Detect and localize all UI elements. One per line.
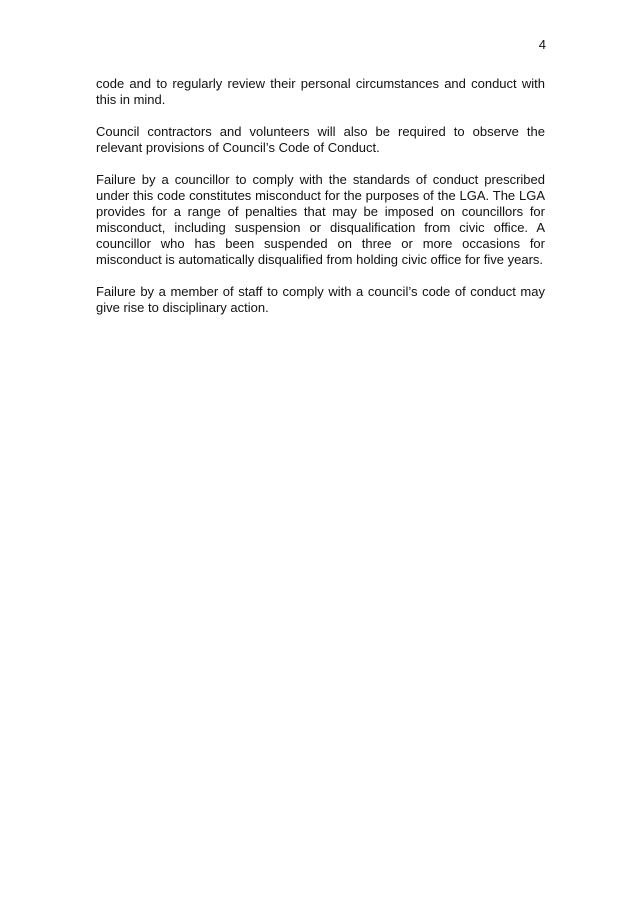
page-number: 4 xyxy=(538,37,546,52)
paragraph: code and to regularly review their personal circumstances and conduct with this in mind. xyxy=(96,76,545,107)
paragraph: Failure by a member of staff to comply with a council’s code of conduct may give rise to disciplinary action. xyxy=(96,284,545,315)
page-body xyxy=(96,76,545,332)
paragraph: Council contractors and volunteers will also be required to observe the relevant provisions of Council’s Code of Conduct. xyxy=(96,124,545,155)
paragraph: Failure by a councillor to comply with the standards of conduct prescribed under this code constitutes misconduct for the purposes of the LGA. The LGA provides for a range of penalties that may be imposed on councillors for misconduct, including suspension or disqualification from civic office. A councillor who has been suspended on three or more occasions for misconduct is automatically disqualified from holding civic office for five years. xyxy=(96,172,545,267)
